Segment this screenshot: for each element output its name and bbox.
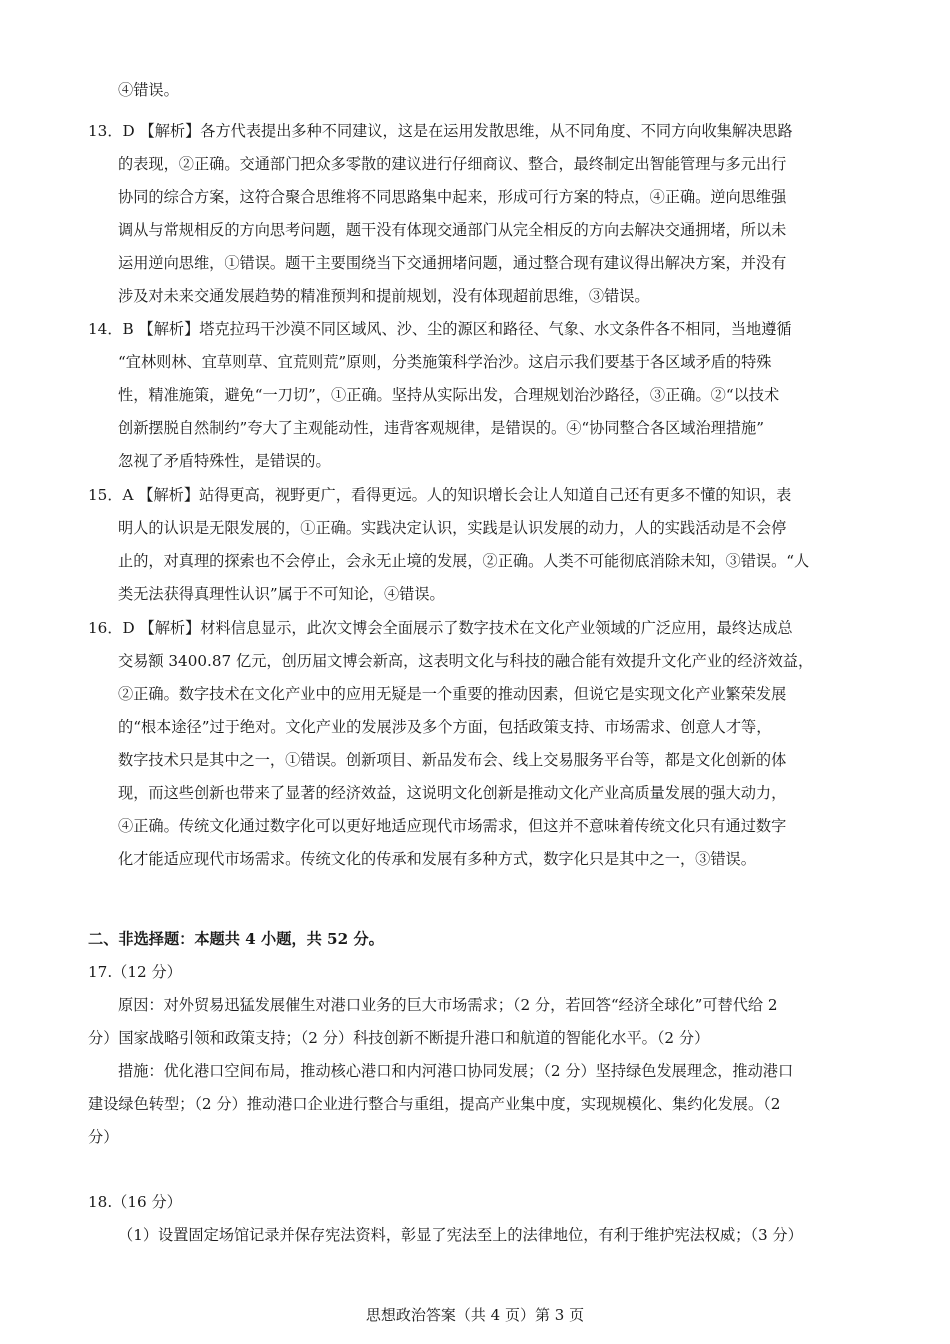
text-line: 建设绿色转型；（2 分）推动港口企业进行整合与重组，提高产业集中度，实现规模化、集约化发展。（2	[88, 1095, 781, 1113]
text-line: 15．A 【解析】站得更高，视野更广，看得更远。人的知识增长会让人知道自己还有更多不懂的知识，表	[88, 486, 792, 504]
text-line: 止的，对真理的探索也不会停止，会永无止境的发展，②正确。人类不可能彻底消除未知，③错误。“人	[118, 552, 810, 570]
text-line: （1）设置固定场馆记录并保存宪法资料，彰显了宪法至上的法律地位，有利于维护宪法权威；（3 分）	[118, 1226, 803, 1244]
text-line: 措施：优化港口空间布局，推动核心港口和内河港口协同发展；（2 分）坚持绿色发展理念，推动港口	[118, 1062, 794, 1080]
text-line: 化才能适应现代市场需求。传统文化的传承和发展有多种方式，数字化只是其中之一，③错误。	[118, 850, 756, 868]
text-line: 17.（12 分）	[88, 963, 182, 981]
text-line: 创新摆脱自然制约”夸大了主观能动性，违背客观规律，是错误的。④“协同整合各区域治理措施”	[118, 419, 764, 437]
text-line: 原因：对外贸易迅猛发展催生对港口业务的巨大市场需求；（2 分，若回答“经济全球化”可替代给 2	[118, 996, 778, 1014]
text-line: ④错误。	[118, 81, 179, 99]
text-line: 分）	[88, 1128, 119, 1146]
text-line: 交易额 3400.87 亿元，创历届文博会新高，这表明文化与科技的融合能有效提升文化产业的经济效益，	[118, 652, 814, 670]
text-line: ②正确。数字技术在文化产业中的应用无疑是一个重要的推动因素，但说它是实现文化产业繁荣发展	[118, 685, 787, 703]
page-footer: 思想政治答案（共 4 页）第 3 页	[365, 1306, 585, 1324]
text-line: 的表现，②正确。交通部门把众多零散的建议进行仔细商议、整合，最终制定出智能管理与多元出行	[118, 155, 787, 173]
text-line: 忽视了矛盾特殊性，是错误的。	[118, 452, 331, 470]
text-line: 协同的综合方案，这符合聚合思维将不同思路集中起来，形成可行方案的特点，④正确。逆向思维强	[118, 188, 787, 206]
text-line: 二、非选择题：本题共 4 小题，共 52 分。	[88, 930, 384, 948]
text-line: 类无法获得真理性认识”属于不可知论，④错误。	[118, 585, 445, 603]
text-line: 涉及对未来交通发展趋势的精准预判和提前规划，没有体现超前思维，③错误。	[118, 287, 650, 305]
text-line: 运用逆向思维，①错误。题干主要围绕当下交通拥堵问题，通过整合现有建议得出解决方案，并没有	[118, 254, 787, 272]
text-line: 14．B 【解析】塔克拉玛干沙漠不同区域风、沙、尘的源区和路径、气象、水文条件各不相同，当地遵循	[88, 320, 792, 338]
text-line: 明人的认识是无限发展的，①正确。实践决定认识，实践是认识发展的动力，人的实践活动是不会停	[118, 519, 787, 537]
text-line: 的“根本途径”过于绝对。文化产业的发展涉及多个方面，包括政策支持、市场需求、创意人才等，	[118, 718, 772, 736]
text-line: 性，精准施策，避免“一刀切”，①正确。坚持从实际出发，合理规划治沙路径，③正确。②“以技术	[118, 386, 780, 404]
text-line: 数字技术只是其中之一，①错误。创新项目、新品发布会、线上交易服务平台等，都是文化创新的体	[118, 751, 787, 769]
text-line: 调从与常规相反的方向思考问题，题干没有体现交通部门从完全相反的方向去解决交通拥堵，所以未	[118, 221, 787, 239]
text-line: 分）国家战略引领和政策支持；（2 分）科技创新不断提升港口和航道的智能化水平。（2 分）	[88, 1029, 710, 1047]
text-line: 18.（16 分）	[88, 1193, 182, 1211]
text-line: “宜林则林、宜草则草、宜荒则荒”原则，分类施策科学治沙。这启示我们要基于各区域矛盾的特殊	[118, 353, 772, 371]
text-line: 现，而这些创新也带来了显著的经济效益，这说明文化创新是推动文化产业高质量发展的强大动力，	[118, 784, 787, 802]
text-line: ④正确。传统文化通过数字化可以更好地适应现代市场需求，但这并不意味着传统文化只有通过数字	[118, 817, 787, 835]
text-line: 16．D 【解析】材料信息显示，此次文博会全面展示了数字技术在文化产业领域的广泛应用，最终达成总	[88, 619, 793, 637]
text-line: 13．D 【解析】各方代表提出多种不同建议，这是在运用发散思维，从不同角度、不同方向收集解决思路	[88, 122, 793, 140]
